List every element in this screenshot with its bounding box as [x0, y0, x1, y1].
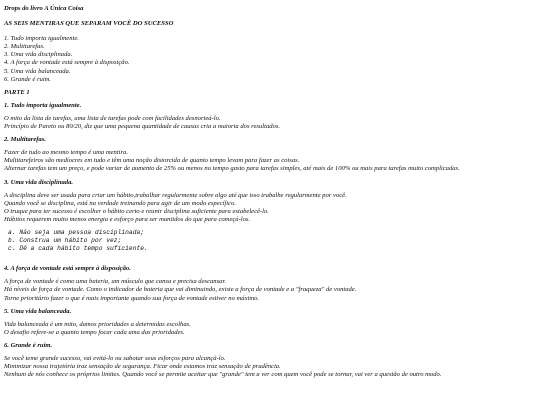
paragraph-line: Quando você se disciplina, está na verdade treinando para agir de um modo específico. [4, 199, 236, 207]
doc-title: Drops do livro A Única Coisa [4, 5, 84, 12]
lies-list [4, 35, 536, 84]
habit-item: a. Não seja uma pessoa disciplinada; [8, 228, 145, 236]
section-heading-3: 3. Uma vida disciplinada. [4, 178, 74, 186]
paragraph-line: Princípio de Pareto ou 80/20, diz que uma pequena quantidade de causas cria a maioria dos resultados. [4, 123, 281, 131]
paragraph-line: Vida balanceada é um mito, damos prioridades a determidas escolhas. [4, 320, 191, 328]
habit-item: b. Construa um hábito por vez; [8, 237, 122, 245]
habit-item: c. Dê a cada hábito tempo suficiente. [8, 245, 148, 253]
paragraph-line: Hábitos requerem muito menos energia e esforço para ser mantidos do que para começá-los. [4, 215, 251, 223]
paragraph-line: Minimizar nossa trajetória traz sensação de segurança. Ficar onde estamos traz sensação de prudência. [4, 363, 281, 371]
section-heading-1: 1. Tudo importa igualmente. [4, 101, 82, 109]
lie-item: 3. Uma vida disciplinada. [4, 51, 73, 59]
paragraph-line: Nenhum de nós conhece os próprios limites. Quando você se permite aceitar que "grande" tem a ver com quem você pode se tornar, vai ver a questão de outro modo. [4, 371, 442, 379]
paragraph-line: A força de vontade é como uma bateria, um músculo que cansa e precisa descansar. [4, 278, 226, 286]
paragraph-line: Alternar tarefas tem um preço, e pode variar de aumento de 25% ou menos no tempo gasto para tarefas simples, até mais de 100% ou mais para tarefas muito complicadas. [4, 165, 460, 173]
part-heading: PARTE 1 [4, 88, 30, 96]
doc-subtitle: AS SEIS MENTIRAS QUE SEPARAM VOCÊ DO SUCESSO [4, 20, 174, 28]
paragraph-line: O mito da lista de tarefas, uma lista de tarefas pode com facilidades desnorteá-lo. [4, 114, 221, 122]
paragraph-line: O desafio refere-se a quanto tempo focar cada uma das prioridades. [4, 328, 185, 336]
paragraph-line: A disciplina deve ser usada para criar um hábito,trabalhar regularmente sobre algo até que isso trabalhe regularmente por você. [4, 191, 347, 199]
paragraph-line: Multitarefeiros são medíocres em tudo e têm uma noção distorcida de quanto tempo levam para fazer as coisas. [4, 157, 300, 165]
section-heading-4: 4. A força de vontade está sempre à disposição. [4, 265, 131, 273]
lie-item: 4. A força de vontade está sempre à disposição. [4, 59, 130, 67]
paragraph-line: Fazer de tudo ao mesmo tempo é uma mentira. [4, 149, 128, 157]
lie-item: 1. Tudo importa igualmente. [4, 35, 79, 43]
paragraph-line: O truque para ter sucesso é escolher o hábito certo e reunir disciplina suficiente para estabelecê-lo. [4, 207, 269, 215]
lie-item: 6. Grande é ruim. [4, 75, 52, 83]
section-heading-5: 5. Uma vida balanceada. [4, 307, 72, 315]
lie-item: 5. Uma vida balanceada. [4, 67, 71, 75]
paragraph-line: Se você teme grande sucesso, vai evitá-lo ou sabotar seus esforços para alcançá-lo. [4, 355, 226, 362]
paragraph-line: Há níveis de força de vontade. Como o indicador de bateria que vai diminuindo, existe a força de vontade e a "fraqueza" de vontade. [4, 286, 357, 294]
section-heading-2: 2. Multitarefas. [4, 136, 46, 144]
paragraph-line: Torne prioritário fazer o que é mais importante quando sua força de vontade estiver no máximo. [4, 294, 260, 302]
lie-item: 2. Multitarefas. [4, 43, 45, 51]
habit-list [4, 229, 536, 253]
section-heading-6: 6. Grande é ruim. [4, 341, 53, 349]
